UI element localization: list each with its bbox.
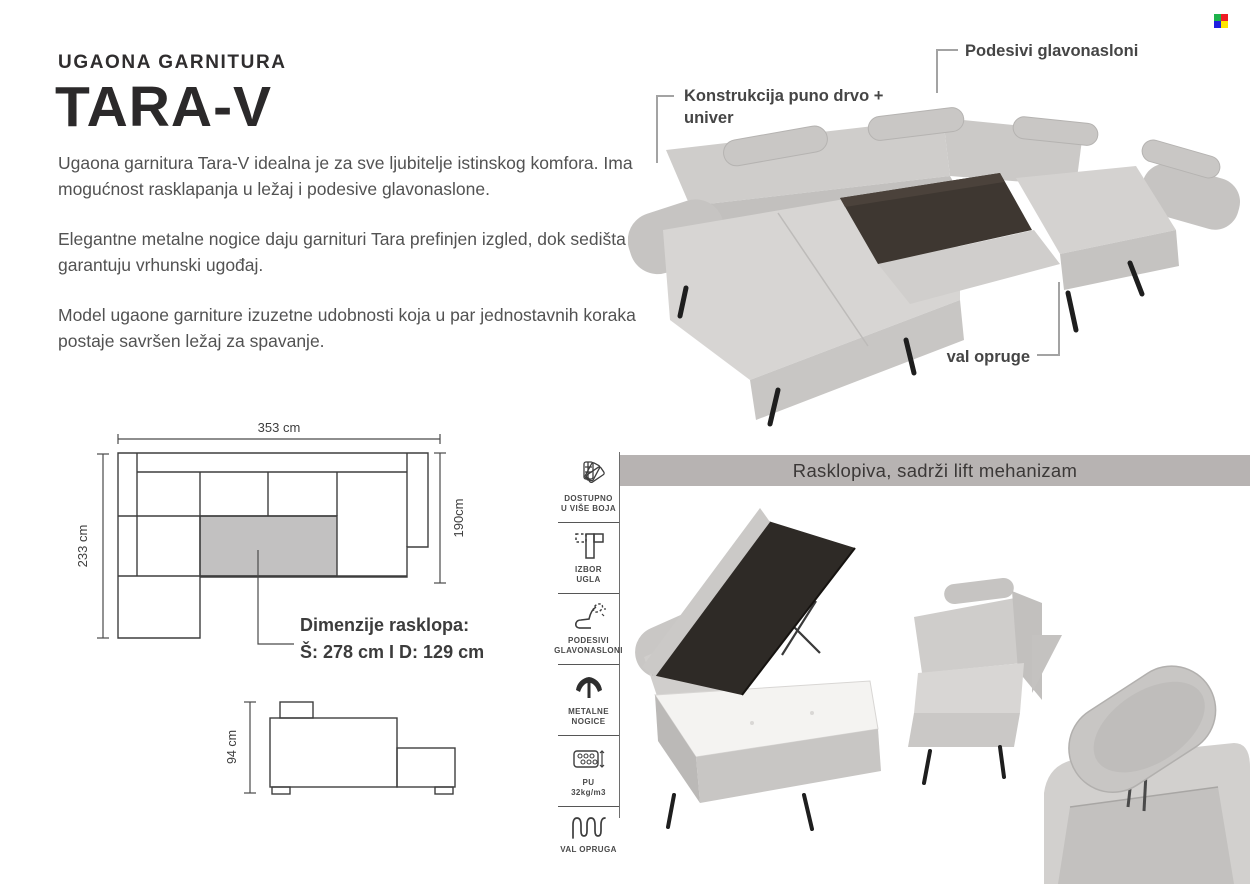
- pu-foam-icon: [571, 743, 607, 775]
- dim-width-label: 353 cm: [257, 420, 301, 435]
- banner: [620, 455, 1250, 486]
- feature-column: [554, 452, 623, 854]
- page-title: TARA-V: [55, 75, 273, 139]
- corner-choice-icon: [571, 530, 607, 562]
- logo-square-blue: [1214, 21, 1221, 28]
- logo-square-green: [1214, 14, 1221, 21]
- feature-legs: METALNE NOGICE: [558, 665, 619, 736]
- foldout-dimensions: [300, 612, 484, 666]
- brand-logo-icon: [1214, 14, 1228, 28]
- feature-corner-choice: IZBOR UGLA: [558, 523, 619, 594]
- leader-line-headrests: [936, 49, 958, 93]
- feature-colors: DOSTUPNO U VIŠE BOJA: [558, 452, 619, 523]
- category-label: UGAONA GARNITURA: [58, 52, 287, 73]
- annotation-headrests: Podesivi glavonasloni: [965, 42, 1139, 60]
- dim-depth-label: 190cm: [451, 498, 466, 538]
- annotation-construction: Konstrukcija puno drvo + univer: [684, 87, 884, 127]
- foldout-size: Š: 278 cm I D: 129 cm: [300, 642, 485, 662]
- lift-mechanism-photo: [622, 495, 1042, 884]
- wave-spring-icon: [569, 814, 609, 842]
- main-sofa-photo: [628, 78, 1250, 438]
- metal-leg-icon: [571, 672, 607, 704]
- banner-text: Rasklopiva, sadrži lift mehanizam: [792, 459, 1078, 481]
- foldout-title: Dimenzije rasklopa:: [300, 615, 470, 635]
- color-swatches-icon: [571, 459, 607, 491]
- description-paragraph: Ugaona garnitura Tara-V idealna je za sve ljubitelje istinskog komfora. Ima mogućnost rasklapanja u ležaj i podesive glavonaslone.: [58, 153, 633, 199]
- headrest-closeup-photo: [1032, 635, 1250, 884]
- leader-line-construction: [656, 95, 674, 163]
- foldout-area: [200, 516, 337, 576]
- description-paragraph: Elegantne metalne nogice daju garnituri Tara prefinjen izgled, dok sedišta garantuju vrhunski ugođaj.: [58, 229, 626, 275]
- annotation-springs: val opruge: [946, 348, 1030, 366]
- feature-headrests: PODESIVI GLAVONASLONI: [558, 594, 619, 665]
- logo-square-yellow: [1221, 21, 1228, 28]
- feature-springs: VAL OPRUGA: [558, 807, 619, 863]
- side-height-label: 94 cm: [225, 729, 239, 765]
- side-view-diagram: [225, 697, 465, 802]
- description-paragraph: Model ugaone garniture izuzetne udobnosti koja u par jednostavnih koraka postaje savršen ležaj za spavanje.: [58, 305, 636, 351]
- description: [58, 150, 642, 378]
- feature-foam: PU 32kg/m3: [558, 736, 619, 807]
- logo-square-red: [1221, 14, 1228, 21]
- leader-line-springs: [1037, 282, 1060, 356]
- adjustable-headrest-icon: [571, 601, 607, 633]
- dim-height-label: 233 cm: [75, 524, 90, 568]
